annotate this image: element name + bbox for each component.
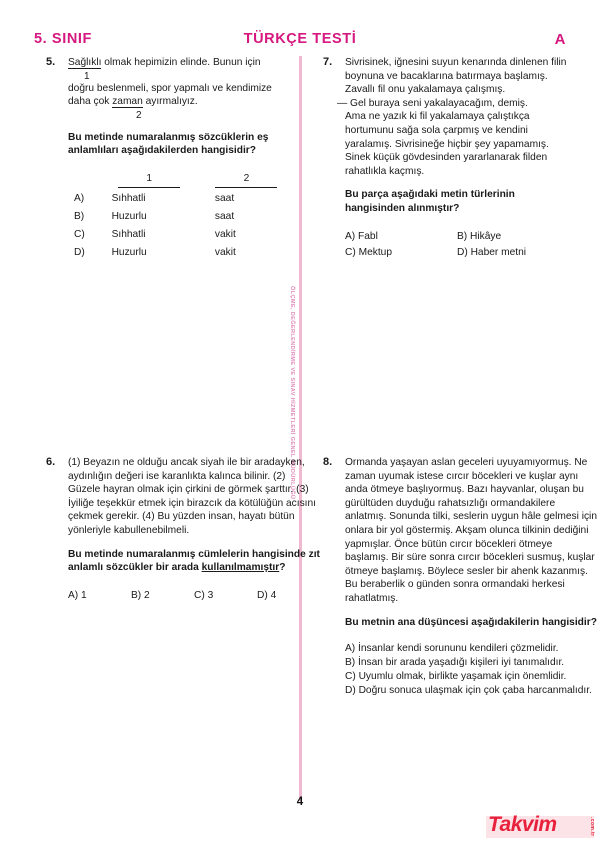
option-b[interactable]: B) Hikâye [457,230,502,242]
column-header-2: 2 [215,172,277,188]
numbered-word-2 [112,95,143,109]
question-7-number: 7. [323,56,333,68]
option-d-label: D) [74,247,85,259]
right-column [323,56,597,696]
question-5-passage-line3 [68,95,298,109]
options-header-row [74,170,298,190]
question-6-passage: (1) Beyazın ne olduğu ancak siyah ile bir aradayken, aydınlığın değeri ise karanlıkta kalınca bilinir. (2) Güzele hayran olmak için çirkini de görmek şarttır. (3) İyiliğe teşekkür etmek için birazcık da kötülüğün acısını çekmek gerekir. (4) Bu yüzden insan, hayatı bütün yönleriyle kabullenebilmeli. [68,457,317,536]
option-a-value-1: Sıhhatli [111,193,146,205]
option-b[interactable]: B) 2 [131,589,150,601]
question-6-number: 6. [46,456,56,468]
option-b-value-1: Huzurlu [111,211,147,223]
option-b[interactable]: B) İnsan bir arada yaşadığı kişileri iyi tanımalıdır. [345,657,565,669]
exam-content [46,56,597,786]
question-7 [323,56,575,260]
question-6-stem-part1: Bu metinde numaralanmış cümlelerin hangisinde zıt anlamlı sözcükler bir arada [68,548,320,574]
option-b-value-2: saat [214,211,235,223]
option-a-label: A) [74,193,85,205]
option-a-value-2: saat [214,193,235,205]
column-header-1: 1 [118,172,180,188]
option-a[interactable]: A) Fabl [345,230,378,242]
question-5-stem: Bu metinde numaralanmış sözcüklerin eş anlamlıları aşağıdakilerden hangisidir? [68,131,269,157]
page-number: 4 [296,796,304,808]
question-6-stem [68,548,320,575]
option-d-value-2: vakit [214,247,236,259]
numbered-word-1-text: Sağlıklı [68,57,102,68]
question-5-options-table [74,170,298,262]
table-row[interactable] [74,226,298,244]
question-6 [46,456,320,602]
question-7-passage-dialogue: — Gel buraya seni yakalayacağım, demiş. [337,97,528,109]
question-6-stem-part2: ? [279,562,286,574]
option-c-value-2: vakit [214,229,236,241]
question-5-line3-post: ayırmalıyız. [142,96,198,108]
question-5-passage [68,56,298,70]
option-c-label: C) [74,229,85,241]
watermark-domain-suffix: .com.tr [589,817,595,837]
question-7-passage-part2: Ama ne yazık ki fil yakalamaya çalıştıkça hortumunu sağa sola çarpmış ve kendini yaralamış. Sivrisineğe hiçbir şey yapamamış. Sinek küçük gövdesinden yararlanarak filden rahatlıkla kaçmış. [345,111,549,177]
page-header [34,28,566,50]
marker-row-1 [68,70,298,82]
question-8-passage: Ormanda yaşayan aslan geceleri uyuyamıyormuş. Ne zaman uyumak istese cırcır böcekleri ve kuşlar aynı anda ötmeye başlıyormuş. Bazı hayvanlar, oluşan bu gürültüden duyduğu rahatsızlığı ormandakilere anlatmış. Sonunda tilki, seslerin uygun hâle gelmesi için onlara bir yol göstermiş. Akşam olunca tilkinin dediğini yapmışlar. Önce bütün cırcır böcekleri ötmeye başlamış. Bir süre sonra cırcır böcekleri susmuş, kuşlar ötmeye başlamış. Böylece sesler bir ahenk kazanmış. Bu beraberlik o günden sonra ormandaki herkesi rahatlatmış. [345,457,597,604]
question-5-line3-pre: daha çok [68,96,113,108]
question-8-stem: Bu metnin ana düşüncesi aşağıdakilerin hangisidir? [345,616,597,628]
column-divider [299,56,302,801]
table-row[interactable] [74,208,298,226]
question-7-stem: Bu parça aşağıdaki metin türlerinin hangisinden alınmıştır? [345,189,515,214]
option-d[interactable]: D) 4 [257,589,277,601]
question-8-number: 8. [323,456,333,468]
booklet-type-label: A [554,30,566,48]
numbered-word-2-text: zaman [112,96,143,108]
question-7-passage-part1: Sivrisinek, iğnesini suyun kenarında dinlenen filin boynuna ve bacaklarına batırmaya başlamış. Zavallı fil onu yakalamaya çalışmış. [345,57,567,96]
question-7-options [345,230,575,260]
grade-label: 5. SINIF [34,31,92,47]
test-title: TÜRKÇE TESTİ [243,31,357,47]
option-c[interactable]: C) Uyumlu olmak, birlikte yaşamak için önemlidir. [345,670,567,682]
option-d-value-1: Huzurlu [111,247,147,259]
option-c-value-1: Sıhhatli [111,229,146,241]
option-d[interactable]: D) Doğru sonuca ulaşmak için çok çaba harcanmalıdır. [345,684,592,696]
question-8 [323,456,597,698]
question-8-options [345,642,597,697]
option-a[interactable]: A) İnsanlar kendi sorununu kendileri çözmelidir. [345,643,559,655]
question-5-passage-line1-post: olmak hepimizin elinde. Bunun için [101,57,261,68]
takvim-watermark-logo [476,810,596,842]
question-6-stem-underlined: kullanılmamıştır [201,562,280,574]
numbered-word-1 [68,56,101,70]
table-row[interactable] [74,190,298,208]
marker-1: 1 [84,70,90,82]
table-row[interactable] [74,244,298,262]
question-6-options [68,589,320,603]
ministry-vertical-text: ÖLÇME, DEĞERLENDİRME VE SINAV HİZMETLERİ GENEL MÜDÜRLÜĞÜ [289,286,295,500]
option-b-label: B) [74,211,85,223]
option-c[interactable]: C) Mektup [345,247,392,259]
question-5-number: 5. [46,56,56,68]
watermark-text: Takvim [488,813,557,836]
question-5-passage-line2: doğru beslenmeli, spor yapmalı ve kendimize [68,82,272,94]
question-5 [46,56,298,262]
option-d[interactable]: D) Haber metni [457,247,527,259]
marker-row-2 [68,109,298,121]
option-a[interactable]: A) 1 [68,589,87,601]
option-c[interactable]: C) 3 [194,589,214,601]
marker-2: 2 [136,109,142,121]
